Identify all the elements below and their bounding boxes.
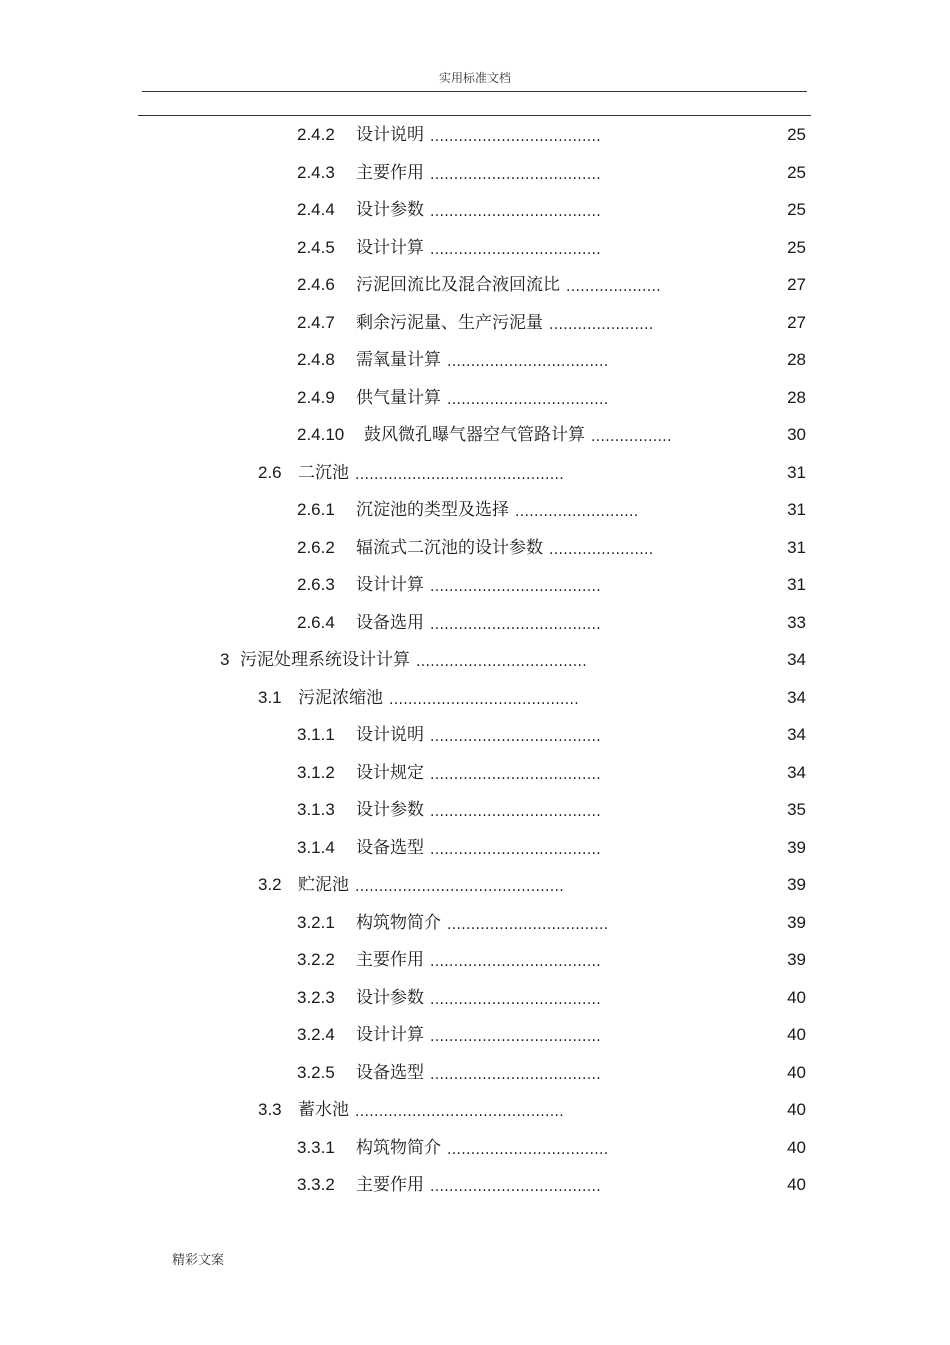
toc-entry-page-number: 35 [787, 800, 806, 819]
toc-entry-title: 设计参数 [356, 800, 424, 820]
toc-entry-page-number: 40 [787, 1137, 806, 1157]
toc-entry-title: 供气量计算 [356, 387, 441, 408]
toc-entry-title: 鼓风微孔曝气器空气管路计算 [364, 425, 585, 445]
header-rule-top [142, 91, 807, 92]
toc-entry-number: 2.4.3 [297, 162, 335, 182]
toc-entry-title: 设计说明 [356, 125, 424, 145]
toc-entry-leader-dots: .................................. [447, 354, 609, 370]
toc-entry-leader-dots: .................................... [430, 129, 602, 145]
toc-entry-number: 2.6.1 [297, 500, 335, 519]
toc-entry-title: 主要作用 [356, 162, 424, 183]
toc-entry-leader-dots: .......................... [515, 504, 639, 520]
toc-entry[interactable] [0, 1017, 950, 1055]
toc-entry-title: 辐流式二沉池的设计参数 [356, 537, 543, 558]
toc-entry-leader-dots: ...................... [549, 541, 654, 558]
toc-entry-title: 需氧量计算 [356, 350, 441, 370]
toc-entry-page-number: 40 [787, 1175, 806, 1194]
toc-entry[interactable] [0, 1130, 950, 1168]
toc-entry-number: 3.2.5 [297, 1062, 335, 1082]
toc-entry-leader-dots: .................................... [430, 616, 602, 633]
toc-entry[interactable] [0, 755, 950, 793]
toc-entry-title: 污泥处理系统设计计算 [240, 650, 410, 670]
toc-entry-page-number: 31 [787, 462, 806, 482]
toc-entry-page-number: 34 [787, 762, 806, 782]
toc-entry-leader-dots: .................................... [430, 729, 602, 745]
table-of-contents [0, 117, 950, 1205]
toc-entry-number: 3.2.2 [297, 950, 335, 969]
toc-entry[interactable] [0, 830, 950, 868]
toc-entry-title: 贮泥池 [298, 875, 349, 895]
toc-entry[interactable] [0, 342, 950, 380]
toc-entry-title: 设备选型 [356, 837, 424, 858]
toc-entry-title: 污泥回流比及混合液回流比 [356, 275, 560, 295]
toc-entry-number: 2.4.7 [297, 312, 335, 332]
toc-entry[interactable] [0, 717, 950, 755]
toc-entry-leader-dots: .................................... [430, 166, 602, 183]
toc-entry-number: 3.1.1 [297, 725, 335, 744]
toc-entry-leader-dots: .................................... [430, 579, 602, 595]
toc-entry[interactable] [0, 530, 950, 568]
toc-entry-leader-dots: ............................................ [355, 879, 565, 895]
toc-entry-title: 设备选用 [356, 612, 424, 633]
toc-entry-page-number: 34 [787, 650, 806, 669]
toc-entry-title: 设计参数 [356, 987, 424, 1008]
toc-entry-title: 设计计算 [356, 1025, 424, 1045]
toc-entry-number: 3.1.3 [297, 800, 335, 819]
toc-entry-number: 2.4.6 [297, 275, 335, 294]
toc-entry-page-number: 34 [787, 725, 806, 744]
toc-entry-title: 蓄水池 [298, 1100, 349, 1120]
toc-entry-title: 剩余污泥量、生产污泥量 [356, 312, 543, 333]
toc-entry-number: 3.3.1 [297, 1137, 335, 1157]
toc-entry-leader-dots: ............................................ [355, 1104, 565, 1120]
toc-entry-number: 2.6.3 [297, 575, 335, 594]
toc-entry[interactable] [0, 1055, 950, 1093]
toc-entry[interactable] [0, 267, 950, 305]
toc-entry-number: 2.4.2 [297, 125, 335, 144]
toc-entry-number: 2.6.2 [297, 537, 335, 557]
toc-entry-number: 2.4.8 [297, 350, 335, 369]
toc-entry[interactable] [0, 605, 950, 643]
toc-entry-number: 3.2 [258, 875, 282, 894]
toc-entry-title: 沉淀池的类型及选择 [356, 500, 509, 520]
toc-entry[interactable] [0, 867, 950, 905]
toc-entry-number: 2.4.4 [297, 200, 335, 219]
toc-entry-number: 3.2.4 [297, 1025, 335, 1044]
toc-entry-page-number: 39 [787, 837, 806, 857]
toc-entry-number: 3.2.3 [297, 987, 335, 1007]
header-rule-bottom [138, 115, 811, 116]
toc-entry-number: 3.1.2 [297, 762, 335, 782]
toc-entry-page-number: 31 [787, 575, 806, 594]
toc-entry-number: 2.4.9 [297, 387, 335, 407]
toc-entry-number: 3.1 [258, 687, 282, 707]
toc-entry-title: 构筑物简介 [356, 912, 441, 933]
toc-entry-leader-dots: .................................... [430, 241, 602, 258]
toc-entry-page-number: 25 [787, 200, 806, 219]
page-header: 实用标准文档 [438, 71, 511, 85]
toc-entry[interactable] [0, 192, 950, 230]
toc-entry-leader-dots: ........................................ [389, 691, 580, 708]
toc-entry-page-number: 31 [787, 537, 806, 557]
toc-entry-title: 设备选型 [356, 1062, 424, 1083]
toc-entry-page-number: 27 [787, 312, 806, 332]
toc-entry-page-number: 39 [787, 912, 806, 932]
toc-entry-page-number: 28 [787, 387, 806, 407]
toc-entry-title: 二沉池 [298, 462, 349, 483]
toc-entry[interactable] [0, 380, 950, 418]
toc-entry[interactable] [0, 1167, 950, 1205]
toc-entry-page-number: 40 [787, 1100, 806, 1119]
toc-entry[interactable] [0, 455, 950, 493]
toc-entry[interactable] [0, 305, 950, 343]
toc-entry-number: 2.4.5 [297, 237, 335, 257]
toc-entry-leader-dots: ............................................ [355, 466, 565, 483]
toc-entry-leader-dots: .................................... [430, 1179, 602, 1195]
toc-entry-title: 污泥浓缩池 [298, 687, 383, 708]
toc-entry-leader-dots: .................................... [430, 1029, 602, 1045]
toc-entry-leader-dots: .................................... [430, 991, 602, 1008]
toc-entry-page-number: 34 [787, 687, 806, 707]
toc-entry-leader-dots: .................................... [430, 841, 602, 858]
page-footer: 精彩文案 [172, 1253, 225, 1268]
toc-entry-leader-dots: .................................... [430, 954, 602, 970]
toc-entry[interactable] [0, 117, 950, 155]
toc-entry-number: 2.6 [258, 462, 282, 482]
toc-entry-number: 3.3.2 [297, 1175, 335, 1194]
toc-entry-title: 设计规定 [356, 762, 424, 783]
toc-entry-page-number: 25 [787, 162, 806, 182]
toc-entry-title: 设计说明 [356, 725, 424, 745]
toc-entry-page-number: 33 [787, 612, 806, 632]
toc-entry-page-number: 25 [787, 237, 806, 257]
toc-entry[interactable] [0, 492, 950, 530]
toc-entry-leader-dots: ...................... [549, 316, 654, 333]
toc-entry-number: 3.3 [258, 1100, 282, 1119]
toc-entry[interactable] [0, 942, 950, 980]
toc-entry[interactable] [0, 680, 950, 718]
toc-entry-title: 主要作用 [356, 950, 424, 970]
toc-entry-page-number: 31 [787, 500, 806, 519]
toc-entry-leader-dots: .................................... [430, 766, 602, 783]
toc-entry-page-number: 40 [787, 1025, 806, 1044]
toc-entry-number: 3.1.4 [297, 837, 335, 857]
toc-entry-page-number: 30 [787, 425, 806, 444]
toc-entry-leader-dots: .................... [566, 279, 662, 295]
toc-entry-number: 3.2.1 [297, 912, 335, 932]
toc-entry-leader-dots: .................................... [416, 654, 588, 670]
toc-entry-number: 3 [220, 650, 230, 669]
toc-entry-title: 设计参数 [356, 200, 424, 220]
toc-entry-page-number: 25 [787, 125, 806, 144]
toc-entry[interactable] [0, 792, 950, 830]
toc-entry[interactable] [0, 1092, 950, 1130]
toc-entry-page-number: 40 [787, 987, 806, 1007]
toc-entry[interactable] [0, 567, 950, 605]
toc-entry-leader-dots: .................................. [447, 391, 609, 408]
toc-entry-leader-dots: .................................... [430, 1066, 602, 1083]
toc-entry[interactable] [0, 905, 950, 943]
toc-entry[interactable] [0, 980, 950, 1018]
toc-entry-page-number: 40 [787, 1062, 806, 1082]
toc-entry-number: 2.6.4 [297, 612, 335, 632]
toc-entry-leader-dots: .................................... [430, 204, 602, 220]
toc-entry-number: 2.4.10 [297, 425, 345, 444]
toc-entry-leader-dots: .................................. [447, 1141, 609, 1158]
toc-entry-leader-dots: .................................. [447, 916, 609, 933]
toc-entry-title: 主要作用 [356, 1175, 424, 1195]
toc-entry[interactable] [0, 230, 950, 268]
toc-entry-title: 设计计算 [356, 237, 424, 258]
toc-entry-page-number: 39 [787, 950, 806, 969]
toc-entry-title: 构筑物简介 [356, 1137, 441, 1158]
toc-entry-page-number: 39 [787, 875, 806, 894]
toc-entry-page-number: 28 [787, 350, 806, 369]
toc-entry-title: 设计计算 [356, 575, 424, 595]
toc-entry-leader-dots: ................. [591, 429, 672, 445]
toc-entry[interactable] [0, 155, 950, 193]
toc-entry-page-number: 27 [787, 275, 806, 294]
toc-entry-leader-dots: .................................... [430, 804, 602, 820]
toc-entry[interactable] [0, 642, 950, 680]
toc-entry[interactable] [0, 417, 950, 455]
